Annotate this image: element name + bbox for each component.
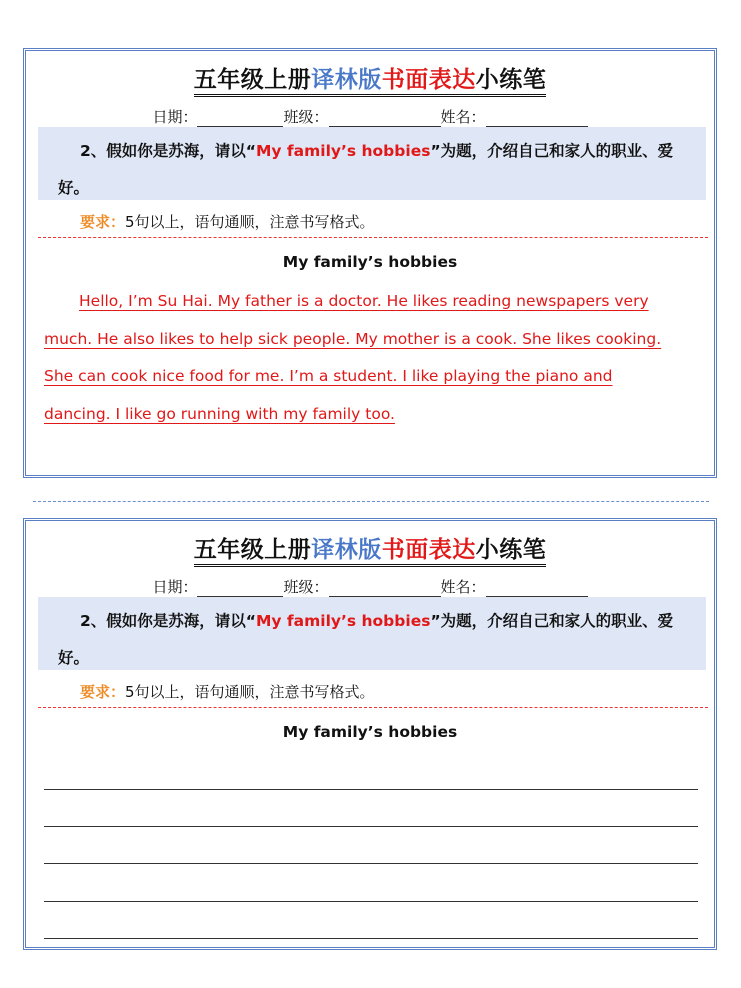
prompt-before: 2、假如你是苏海，请以“ — [80, 142, 256, 160]
title-part-practice: 小练笔 — [475, 67, 547, 93]
writing-prompt — [38, 597, 706, 670]
requirement-label: 要求： — [80, 683, 126, 701]
date-blank[interactable] — [197, 110, 283, 127]
title-part-writing: 书面表达 — [381, 537, 476, 563]
requirement-text: 5句以上，语句通顺，注意书写格式。 — [125, 213, 375, 231]
writing-line[interactable] — [44, 863, 698, 864]
requirement — [80, 681, 375, 703]
title-part-edition: 译林版 — [311, 67, 382, 93]
worksheet-card-sample — [23, 48, 717, 478]
writing-line[interactable] — [44, 789, 698, 790]
essay-title: My family’s hobbies — [282, 723, 458, 741]
worksheet-card-blank — [23, 518, 717, 950]
prompt-before: 2、假如你是苏海，请以“ — [80, 612, 256, 630]
name-blank[interactable] — [486, 110, 588, 127]
prompt-topic: My family’s hobbies — [255, 612, 431, 630]
info-row — [26, 576, 714, 597]
prompt-after: ”为题，介绍自己和家人的职业、爱好。 — [58, 612, 674, 667]
date-label: 日期： — [152, 108, 198, 126]
dashed-divider — [38, 707, 708, 708]
date-blank[interactable] — [197, 580, 283, 597]
requirement-text: 5句以上，语句通顺，注意书写格式。 — [125, 683, 375, 701]
title-part-grade: 五年级上册 — [193, 67, 312, 93]
info-row — [26, 106, 714, 127]
title-part-edition: 译林版 — [311, 537, 382, 563]
class-label: 班级： — [283, 578, 329, 596]
dashed-divider — [38, 237, 708, 238]
prompt-topic: My family’s hobbies — [255, 142, 431, 160]
name-label: 姓名： — [440, 578, 486, 596]
name-blank[interactable] — [486, 580, 588, 597]
requirement — [80, 211, 375, 233]
writing-line[interactable] — [44, 938, 698, 939]
writing-line[interactable] — [44, 901, 698, 902]
essay-line: Hello, I’m Su Hai. My father is a doctor. He likes reading newspapers very — [79, 292, 649, 310]
prompt-after: ”为题，介绍自己和家人的职业、爱好。 — [58, 142, 674, 197]
worksheet-title — [26, 531, 714, 564]
essay-title: My family’s hobbies — [282, 253, 458, 271]
essay-line: She can cook nice food for me. I’m a student. I like playing the piano and — [44, 367, 613, 385]
requirement-label: 要求： — [80, 213, 126, 231]
class-label: 班级： — [283, 108, 329, 126]
sample-essay — [44, 283, 702, 433]
title-part-writing: 书面表达 — [381, 67, 476, 93]
cut-separator — [33, 501, 709, 502]
writing-prompt — [38, 127, 706, 200]
name-label: 姓名： — [440, 108, 486, 126]
essay-line: much. He also likes to help sick people. My mother is a cook. She likes cooking. — [44, 329, 662, 348]
essay-line: dancing. I like go running with my family too. — [44, 404, 395, 423]
writing-line[interactable] — [44, 826, 698, 827]
class-blank[interactable] — [329, 110, 441, 127]
worksheet-title — [26, 61, 714, 94]
date-label: 日期： — [152, 578, 198, 596]
title-part-grade: 五年级上册 — [193, 537, 312, 563]
title-part-practice: 小练笔 — [475, 537, 547, 563]
class-blank[interactable] — [329, 580, 441, 597]
